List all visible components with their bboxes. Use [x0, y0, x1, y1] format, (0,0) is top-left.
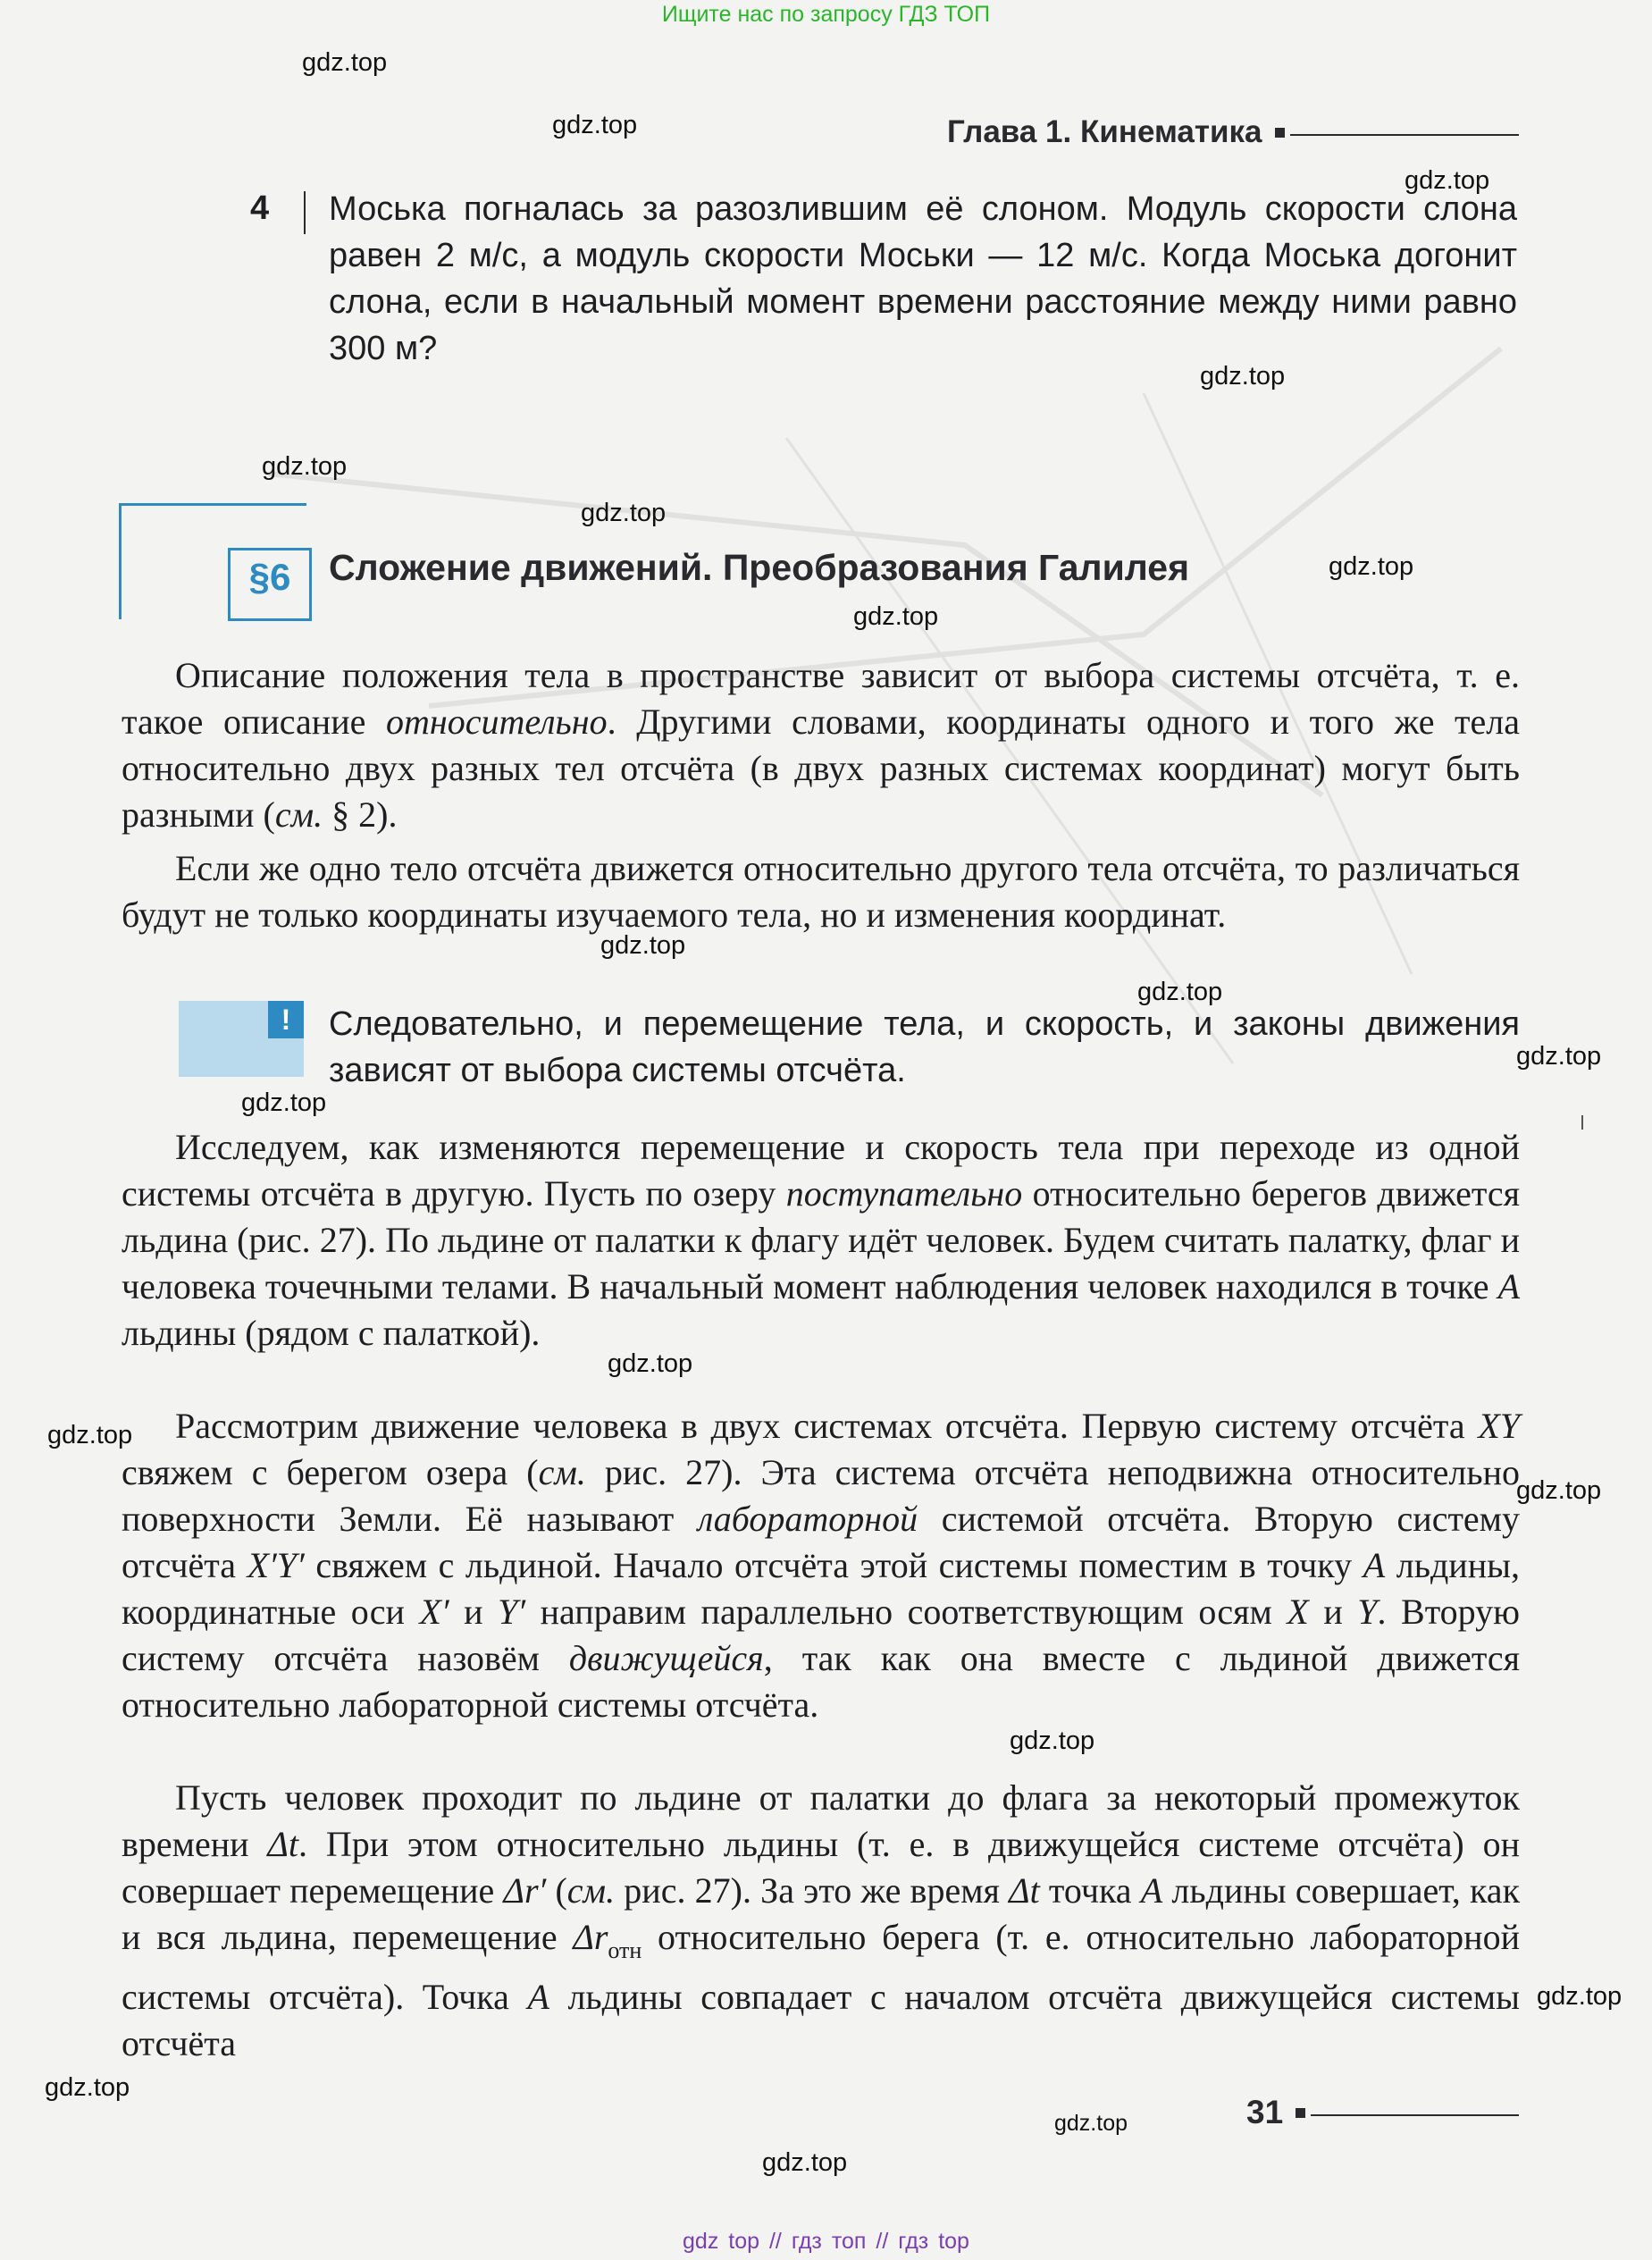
watermark: gdz.top [1537, 1982, 1623, 2011]
section-number-box [228, 548, 312, 621]
watermark: gdz.top [1010, 1727, 1095, 1755]
chapter-header [947, 114, 1519, 150]
footer-rule [1311, 2114, 1519, 2116]
watermark: gdz.top [302, 48, 388, 77]
watermark: gdz.top [581, 499, 667, 527]
watermark: gdz.top [241, 1088, 327, 1117]
task-number: 4 [250, 189, 270, 227]
watermark: gdz.top [1054, 2111, 1128, 2136]
section-frame [119, 503, 306, 619]
margin-tick [1581, 1115, 1583, 1130]
note-text: Следовательно, и перемещение тела, и скорость, и законы движения зависят от выбора системы отсчёта. [329, 1005, 1520, 1089]
paragraph-4: Рассмотрим движение человека в двух системах отсчёта. Первую систему отсчёта XY свяжем с берегом озера (см. рис. 27). Эта система отсчёта неподвижна относительно поверхности Земли. Её называют лабораторной системой отсчёта. Вторую систему отсчёта X′Y′ свяжем с льдиной. Начало отсчёта этой системы поместим в точку A льдины, координатные оси X′ и Y′ направим параллельно соответствующим осям X и Y. Вторую систему отсчёта назовём движущейся, так как она вместе с льдиной движется относительно лабораторной системы отсчёта. [122, 1406, 1521, 1725]
section-number: §6 [248, 556, 291, 598]
footer-square [1296, 2108, 1305, 2118]
page-footer [1246, 2094, 1519, 2131]
page-number: 31 [1246, 2094, 1284, 2130]
watermark: gdz.top [47, 1421, 133, 1449]
watermark: gdz.top [762, 2148, 848, 2177]
task-text: Моська погналась за разозлившим её слоном. Модуль скорости слона равен 2 м/с, а модуль скорости Моськи — 12 м/с. Когда Моська догонит слона, если в начальный момент времени расстояние между ними равно 300 м? [329, 190, 1517, 367]
header-square [1275, 128, 1285, 138]
exclamation-icon: ! [268, 1001, 304, 1038]
watermark: gdz.top [600, 931, 686, 960]
section-title: Сложение движений. Преобразования Галилея [329, 547, 1189, 588]
paragraph-1: Описание положения тела в пространстве зависит от выбора системы отсчёта, т. е. такое описание относительно. Другими словами, координаты одного и того же тела относительно двух разных тел отсчёта (в двух разных системах координат) могут быть разными (см. § 2). [122, 655, 1521, 835]
watermark: gdz.top [1405, 166, 1490, 195]
note-marker [179, 1001, 304, 1077]
task-divider [304, 191, 306, 234]
watermark: gdz.top [1137, 978, 1223, 1006]
watermark: gdz.top [552, 111, 638, 139]
paragraph-2: Если же одно тело отсчёта движется относительно другого тела отсчёта, то различаться будут не только координаты изучаемого тела, но и изменения координат. [122, 848, 1520, 935]
watermark: gdz.top [853, 602, 939, 631]
top-banner[interactable]: Ищите нас по запросу ГДЗ ТОП [661, 2, 991, 27]
watermark: gdz.top [1200, 362, 1286, 391]
watermark: gdz.top [608, 1349, 693, 1378]
watermark: gdz.top [262, 452, 348, 481]
watermark: gdz.top [1516, 1476, 1602, 1505]
chapter-title: Глава 1. Кинематика [947, 114, 1262, 149]
bottom-banner[interactable]: gdz top // гдз топ // гдз top [683, 2229, 969, 2254]
header-rule [1290, 134, 1519, 136]
paragraph-5: Пусть человек проходит по льдине от палатки до флага за некоторый промежуток времени Δt. При этом относительно льдины (т. е. в движущейся системе отсчёта) он совершает перемещение Δr′ (см. рис. 27). За это же время Δt точка A льдины совершает, как и вся льдина, перемещение $\Delta r_{отн}$ относительно берега (т. е. относительно лабораторной системы отсчёта). Точка A льдины совпадает с началом отсчёта движущейся системы отсчёта [122, 1777, 1520, 2063]
watermark: gdz.top [45, 2073, 130, 2102]
paragraph-3: Исследуем, как изменяются перемещение и скорость тела при переходе из одной системы отсчёта в другую. Пусть по озеру поступательно относительно берегов движется льдина (рис. 27). По льдине от палатки к флагу идёт человек. Будем считать палатку, флаг и человека точечными телами. В начальный момент наблюдения человек находился в точке A льдины (рядом с палаткой). [122, 1127, 1520, 1353]
watermark: gdz.top [1516, 1042, 1602, 1071]
watermark: gdz.top [1329, 552, 1414, 581]
